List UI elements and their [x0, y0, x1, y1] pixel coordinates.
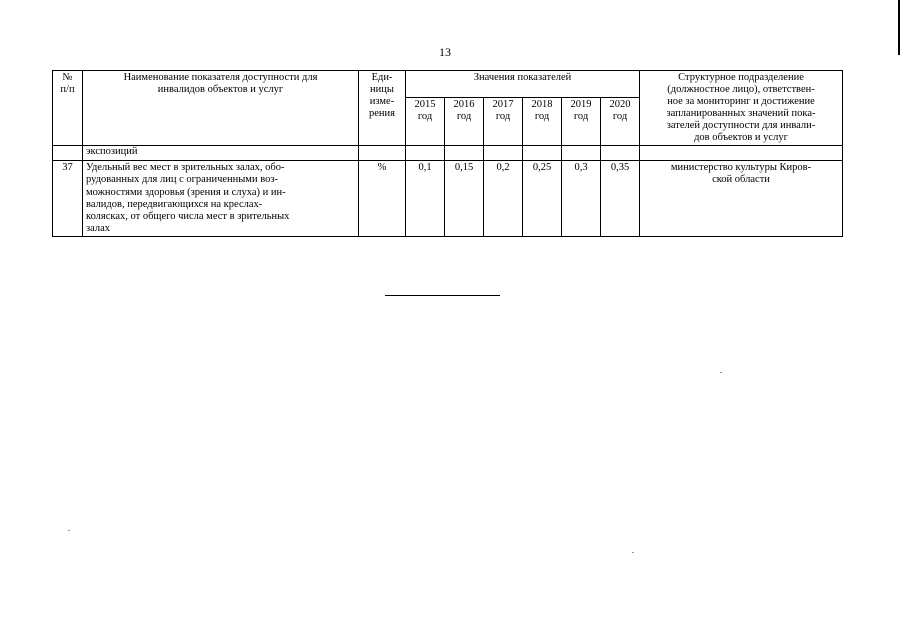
cell-value — [484, 146, 523, 161]
cell-value-2017: 0,2 — [484, 161, 523, 236]
header-unit — [359, 71, 406, 146]
cell-value-2018: 0,25 — [523, 161, 562, 236]
scan-edge-mark — [898, 0, 900, 55]
header-year-text: 2017 год — [492, 98, 514, 122]
header-num — [53, 71, 83, 146]
header-responsible — [640, 71, 843, 146]
header-year-text: 2019 год — [570, 98, 592, 122]
header-year — [601, 97, 640, 145]
header-year — [484, 97, 523, 145]
header-unit-text: Еди- ницы изме- рения — [369, 72, 395, 120]
page-number: 13 — [439, 45, 451, 59]
header-values-group: Значения показателей — [406, 71, 640, 98]
header-responsible-text: Структурное подразделение (должностное лицо), ответствен- ное за мониторинг и достижение запланированных значений пока- зателей доступности для инвали- дов объектов и услуг — [666, 72, 816, 144]
header-year-text: 2016 год — [453, 98, 475, 122]
cell-value-2019: 0,3 — [562, 161, 601, 236]
cell-responsible — [640, 146, 843, 161]
cell-responsible — [640, 161, 843, 236]
cell-num: 37 — [53, 161, 83, 236]
cell-name-text: Удельный вес мест в зрительных залах, обо- рудованных для лиц с ограниченными воз- можностями здоровья (зрения и слуха) и ин- валидов, передвигающихся на креслах- колясках, от общего числа мест в зрительных залах — [86, 162, 290, 234]
cell-unit: % — [359, 161, 406, 236]
header-year — [562, 97, 601, 145]
cell-value — [445, 146, 484, 161]
table-row — [53, 161, 843, 236]
header-year — [523, 97, 562, 145]
end-divider-line — [385, 295, 500, 296]
cell-value — [562, 146, 601, 161]
cell-value-2015: 0,1 — [406, 161, 445, 236]
cell-num — [53, 146, 83, 161]
scan-speck — [720, 372, 722, 373]
indicators-table-container — [52, 70, 842, 237]
cell-value — [601, 146, 640, 161]
scan-speck — [632, 552, 634, 553]
cell-responsible-text: министерство культуры Киров- ской области — [670, 162, 812, 186]
header-year-text: 2018 год — [531, 98, 553, 122]
header-row-top — [53, 71, 843, 98]
header-name-text: Наименование показателя доступности для инвалидов объектов и услуг — [123, 72, 318, 96]
indicators-table — [52, 70, 843, 237]
cell-unit — [359, 146, 406, 161]
cell-name — [83, 161, 359, 236]
header-year — [406, 97, 445, 145]
header-name — [83, 71, 359, 146]
header-year — [445, 97, 484, 145]
continuation-row — [53, 146, 843, 161]
cell-value — [406, 146, 445, 161]
header-year-text: 2015 год — [414, 98, 436, 122]
cell-value — [523, 146, 562, 161]
cell-value-2020: 0,35 — [601, 161, 640, 236]
header-year-text: 2020 год — [609, 98, 631, 122]
scan-speck — [68, 530, 70, 531]
cell-name: экспозиций — [83, 146, 359, 161]
header-num-text: № п/п — [60, 72, 75, 96]
cell-value-2016: 0,15 — [445, 161, 484, 236]
